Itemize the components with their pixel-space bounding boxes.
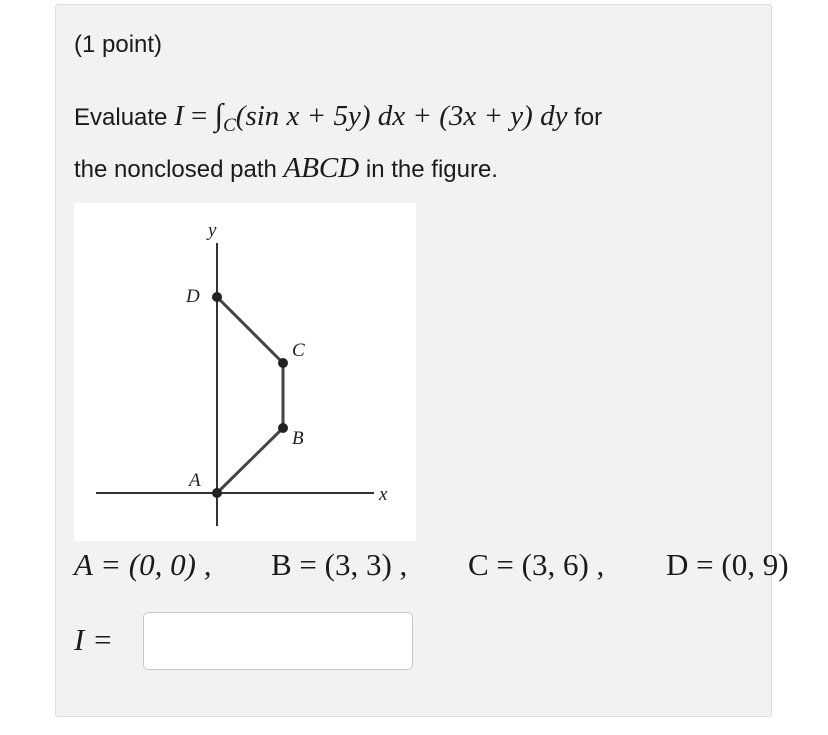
problem-statement [74, 94, 754, 191]
coordinate-a: A = (0, 0) , [74, 547, 212, 582]
label-b: B [292, 428, 304, 449]
path-name: ABCD [283, 152, 360, 184]
segment-ab [217, 428, 283, 493]
point-b [278, 423, 288, 433]
segment-cd [217, 297, 283, 363]
x-axis-label: x [379, 484, 388, 505]
contour-subscript: C [223, 115, 236, 136]
coordinate-b: B = (3, 3) , [271, 547, 408, 582]
points-label: (1 point) [74, 31, 163, 58]
integrand: (sin x + 5y) dx + (3x + y) dy [235, 100, 568, 132]
label-c: C [292, 340, 305, 361]
path-figure [74, 203, 416, 541]
answer-input[interactable] [143, 612, 413, 670]
coordinate-c: C = (3, 6) , [468, 547, 605, 582]
path-diagram [74, 203, 416, 541]
point-a [212, 488, 222, 498]
evaluate-text: Evaluate [74, 104, 168, 131]
integral-expression [174, 97, 568, 136]
integral-symbol: ∫ [214, 97, 224, 132]
integral-variable: I [174, 100, 184, 132]
path-prefix-text: the nonclosed path [74, 156, 277, 183]
point-c [278, 358, 288, 368]
for-text: for [574, 104, 603, 131]
point-d [212, 292, 222, 302]
label-d: D [186, 286, 200, 307]
equals-sign: = [183, 100, 215, 132]
answer-label: I = [74, 622, 113, 657]
y-axis-label: y [208, 220, 217, 241]
path-suffix-text: in the figure. [365, 156, 498, 183]
label-a: A [189, 470, 201, 491]
coordinate-d: D = (0, 9) [666, 547, 789, 582]
